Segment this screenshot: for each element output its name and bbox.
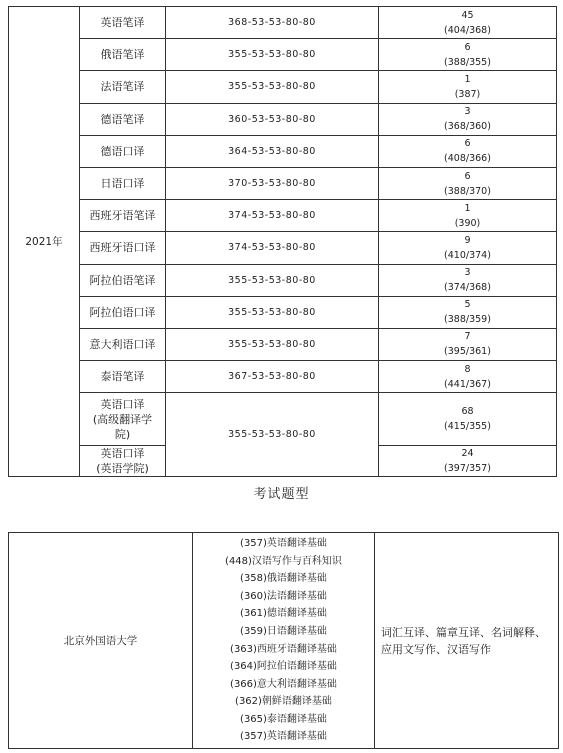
major-name-line: 英语口译: [100, 397, 145, 411]
score-range: (397/357): [444, 463, 491, 475]
score-row: [9, 232, 557, 264]
admit-count-cell: [379, 446, 557, 477]
major-name: 英语笔译: [80, 7, 166, 39]
major-name-line: 院): [114, 427, 131, 441]
subject-item: (358)俄语翻译基础: [240, 573, 327, 585]
admit-count: 68: [461, 406, 474, 418]
subject-item: (448)汉语写作与百科知识: [225, 555, 342, 567]
score-line: 370-53-53-80-80: [166, 167, 379, 199]
score-range: (388/370): [444, 185, 491, 197]
subject-item: (357)英语翻译基础: [240, 731, 327, 743]
major-name: 德语口译: [80, 135, 166, 167]
admit-count-cell: [379, 167, 557, 199]
admit-count-cell: [379, 7, 557, 39]
admit-count: 3: [464, 106, 471, 118]
admit-count: 6: [464, 170, 471, 182]
admit-count: 8: [464, 363, 471, 375]
subject-item: (357)英语翻译基础: [240, 537, 327, 549]
score-line: 364-53-53-80-80: [166, 135, 379, 167]
score-line: 355-53-53-80-80: [166, 393, 379, 477]
subject-item: (362)朝鲜语翻译基础: [235, 696, 332, 708]
section-title: 考试题型: [253, 487, 310, 502]
score-row: [9, 296, 557, 328]
subject-item: (363)西班牙语翻译基础: [230, 643, 337, 655]
major-name: 法语笔译: [80, 71, 166, 103]
school-name: 北京外国语大学: [9, 533, 193, 749]
major-name-line: (英语学院): [96, 462, 149, 476]
score-row: [9, 328, 557, 360]
score-row: [9, 200, 557, 232]
score-range: (441/367): [444, 378, 491, 390]
admit-count-cell: [379, 103, 557, 135]
score-range: (415/355): [444, 421, 491, 433]
major-name: [80, 446, 166, 477]
major-name: 阿拉伯语口译: [80, 296, 166, 328]
score-row: [9, 393, 557, 446]
admit-count: 24: [461, 448, 474, 460]
admit-count: 6: [464, 138, 471, 150]
subject-item: (365)泰语翻译基础: [240, 713, 327, 725]
admit-count-cell: [379, 393, 557, 446]
admit-count: 3: [464, 267, 471, 279]
admit-count-cell: [379, 200, 557, 232]
score-range: (408/366): [444, 153, 491, 165]
major-name-line: 英语口译: [100, 447, 145, 461]
admit-count-cell: [379, 296, 557, 328]
score-range: (388/355): [444, 56, 491, 68]
score-line: 374-53-53-80-80: [166, 200, 379, 232]
admit-count: 7: [464, 331, 471, 343]
exam-table: [8, 532, 559, 749]
score-line: 355-53-53-80-80: [166, 296, 379, 328]
subject-item: (364)阿拉伯语翻译基础: [230, 661, 337, 673]
score-row: [9, 167, 557, 199]
admit-count: 1: [464, 73, 471, 85]
score-line: 355-53-53-80-80: [166, 39, 379, 71]
score-row: [9, 71, 557, 103]
score-range: (390): [454, 217, 481, 229]
admit-count: 5: [464, 299, 471, 311]
admit-count-cell: [379, 39, 557, 71]
admit-count: 6: [464, 41, 471, 53]
score-range: (410/374): [444, 249, 491, 261]
major-name: 日语口译: [80, 167, 166, 199]
score-row: [9, 103, 557, 135]
score-line: 355-53-53-80-80: [166, 328, 379, 360]
major-name: [80, 393, 166, 446]
admit-count: 9: [464, 234, 471, 246]
score-row: [9, 39, 557, 71]
admit-count: 45: [461, 9, 474, 21]
score-range: (388/359): [444, 314, 491, 326]
admit-count-cell: [379, 264, 557, 296]
score-range: (387): [454, 88, 481, 100]
admit-count: 1: [464, 202, 471, 214]
major-name: 泰语笔译: [80, 361, 166, 393]
score-line: 367-53-53-80-80: [166, 361, 379, 393]
score-row: [9, 135, 557, 167]
score-table: [8, 6, 557, 477]
admit-count-cell: [379, 232, 557, 264]
major-name: 德语笔译: [80, 103, 166, 135]
admit-count-cell: [379, 361, 557, 393]
score-range: (395/361): [444, 346, 491, 358]
exam-subjects: [193, 533, 375, 749]
major-name-line: (高级翻译学: [92, 412, 153, 426]
score-row: [9, 264, 557, 296]
subject-item: (366)意大利语翻译基础: [230, 678, 337, 690]
score-range: (374/368): [444, 282, 491, 294]
score-line: 368-53-53-80-80: [166, 7, 379, 39]
exam-row: [9, 533, 559, 749]
subject-item: (360)法语翻译基础: [240, 590, 327, 602]
major-name: 西班牙语笔译: [80, 200, 166, 232]
admit-count-cell: [379, 71, 557, 103]
score-line: 374-53-53-80-80: [166, 232, 379, 264]
admit-count-cell: [379, 328, 557, 360]
score-line: 355-53-53-80-80: [166, 264, 379, 296]
major-name: 意大利语口译: [80, 328, 166, 360]
score-range: (368/360): [444, 121, 491, 133]
subject-item: (359)日语翻译基础: [240, 625, 327, 637]
major-name: 阿拉伯语笔译: [80, 264, 166, 296]
year-cell: 2021年: [9, 7, 80, 477]
subject-item: (361)德语翻译基础: [240, 608, 327, 620]
score-line: 360-53-53-80-80: [166, 103, 379, 135]
major-name: 西班牙语口译: [80, 232, 166, 264]
admit-count-cell: [379, 135, 557, 167]
major-name: 俄语笔译: [80, 39, 166, 71]
score-row: [9, 7, 557, 39]
score-row: [9, 361, 557, 393]
question-types: 词汇互译、篇章互译、名词解释、应用文写作、汉语写作: [375, 533, 559, 749]
score-range: (404/368): [444, 24, 491, 36]
score-line: 355-53-53-80-80: [166, 71, 379, 103]
